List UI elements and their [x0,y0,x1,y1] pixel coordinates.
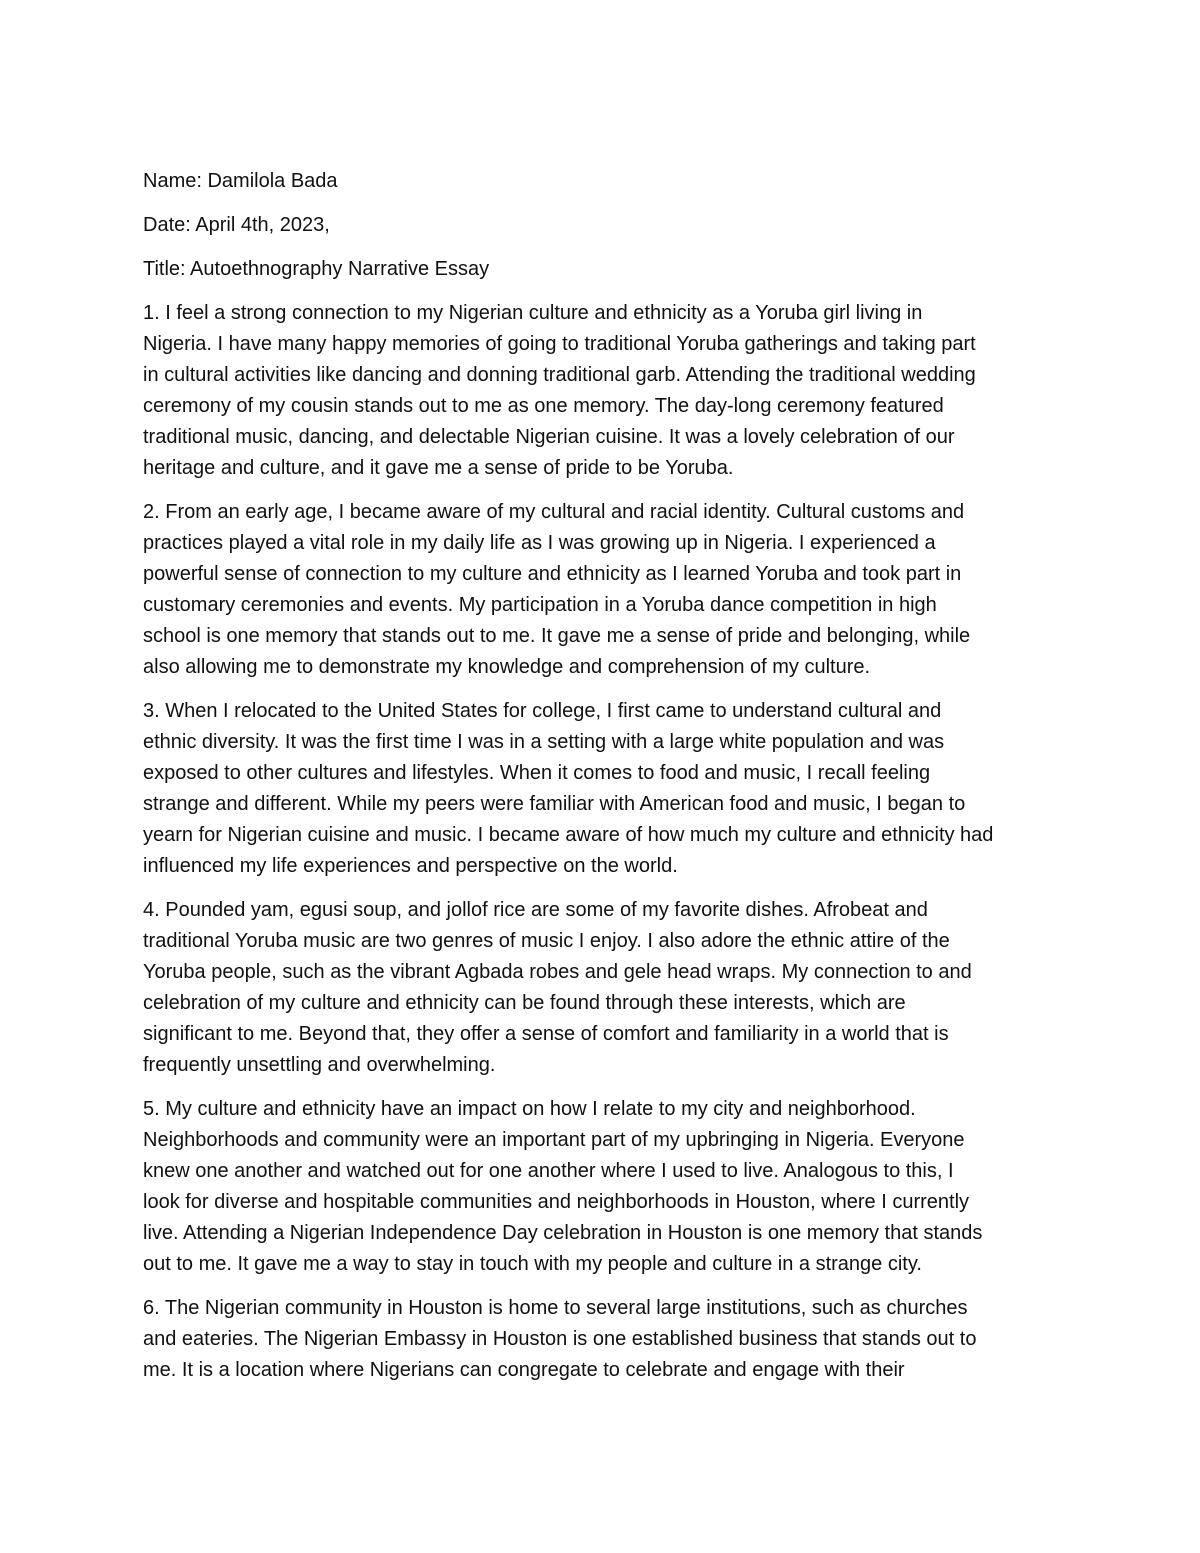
paragraph-line: in cultural activities like dancing and donning traditional garb. Attending the traditional wedding [143,364,976,386]
paragraph-line: also allowing me to demonstrate my knowledge and comprehension of my culture. [143,656,871,678]
paragraph-line: Neighborhoods and community were an important part of my upbringing in Nigeria. Everyone [143,1129,965,1151]
paragraph-line: out to me. It gave me a way to stay in touch with my people and culture in a strange city. [143,1253,922,1275]
paragraph-line: strange and different. While my peers were familiar with American food and music, I began to [143,793,966,815]
paragraph-line: 2. From an early age, I became aware of my cultural and racial identity. Cultural customs and [143,501,965,523]
paragraph-line: yearn for Nigerian cuisine and music. I became aware of how much my culture and ethnicity had [143,824,994,846]
document-date: Date: April 4th, 2023, [143,214,330,236]
paragraph-line: exposed to other cultures and lifestyles. When it comes to food and music, I recall feeling [143,762,931,784]
paragraph-line: customary ceremonies and events. My participation in a Yoruba dance competition in high [143,594,937,616]
essay-paragraph-4 [143,895,1068,1081]
paragraph-line: ceremony of my cousin stands out to me as one memory. The day-long ceremony featured [143,395,944,417]
essay-paragraph-1 [143,298,1068,484]
paragraph-line: powerful sense of connection to my culture and ethnicity as I learned Yoruba and took part in [143,563,962,585]
paragraph-line: Yoruba people, such as the vibrant Agbada robes and gele head wraps. My connection to and [143,961,972,983]
paragraph-line: frequently unsettling and overwhelming. [143,1054,496,1076]
paragraph-line: traditional music, dancing, and delectable Nigerian cuisine. It was a lovely celebration of our [143,426,955,448]
paragraph-line: me. It is a location where Nigerians can congregate to celebrate and engage with their [143,1359,905,1381]
paragraph-line: 3. When I relocated to the United States for college, I first came to understand cultural and [143,700,942,722]
paragraph-line: 6. The Nigerian community in Houston is home to several large institutions, such as churches [143,1297,968,1319]
paragraph-line: heritage and culture, and it gave me a sense of pride to be Yoruba. [143,457,734,479]
essay-paragraph-2 [143,497,1068,683]
paragraph-line: look for diverse and hospitable communities and neighborhoods in Houston, where I currently [143,1191,970,1213]
paragraph-line: significant to me. Beyond that, they offer a sense of comfort and familiarity in a world that is [143,1023,949,1045]
paragraph-line: ethnic diversity. It was the first time I was in a setting with a large white population and was [143,731,945,753]
paragraph-line: 5. My culture and ethnicity have an impact on how I relate to my city and neighborhood. [143,1098,916,1120]
paragraph-line: influenced my life experiences and perspective on the world. [143,855,678,877]
essay-paragraph-6 [143,1293,1068,1386]
document-body [143,166,1068,1399]
paragraph-line: and eateries. The Nigerian Embassy in Houston is one established business that stands out to [143,1328,977,1350]
paragraph-line: 1. I feel a strong connection to my Nigerian culture and ethnicity as a Yoruba girl living in [143,302,923,324]
paragraph-line: live. Attending a Nigerian Independence Day celebration in Houston is one memory that stands [143,1222,983,1244]
paragraph-line: school is one memory that stands out to me. It gave me a sense of pride and belonging, while [143,625,971,647]
paragraph-line: celebration of my culture and ethnicity can be found through these interests, which are [143,992,906,1014]
essay-paragraph-5 [143,1094,1068,1280]
paragraph-line: knew one another and watched out for one another where I used to live. Analogous to this, I [143,1160,954,1182]
paragraph-line: practices played a vital role in my daily life as I was growing up in Nigeria. I experienced a [143,532,936,554]
essay-paragraphs [143,298,1068,1386]
essay-paragraph-3 [143,696,1068,882]
document-title: Title: Autoethnography Narrative Essay [143,258,490,280]
paragraph-line: traditional Yoruba music are two genres of music I enjoy. I also adore the ethnic attire of the [143,930,950,952]
paragraph-line: Nigeria. I have many happy memories of going to traditional Yoruba gatherings and taking part [143,333,976,355]
author-name: Name: Damilola Bada [143,170,338,192]
paragraph-line: 4. Pounded yam, egusi soup, and jollof rice are some of my favorite dishes. Afrobeat and [143,899,928,921]
